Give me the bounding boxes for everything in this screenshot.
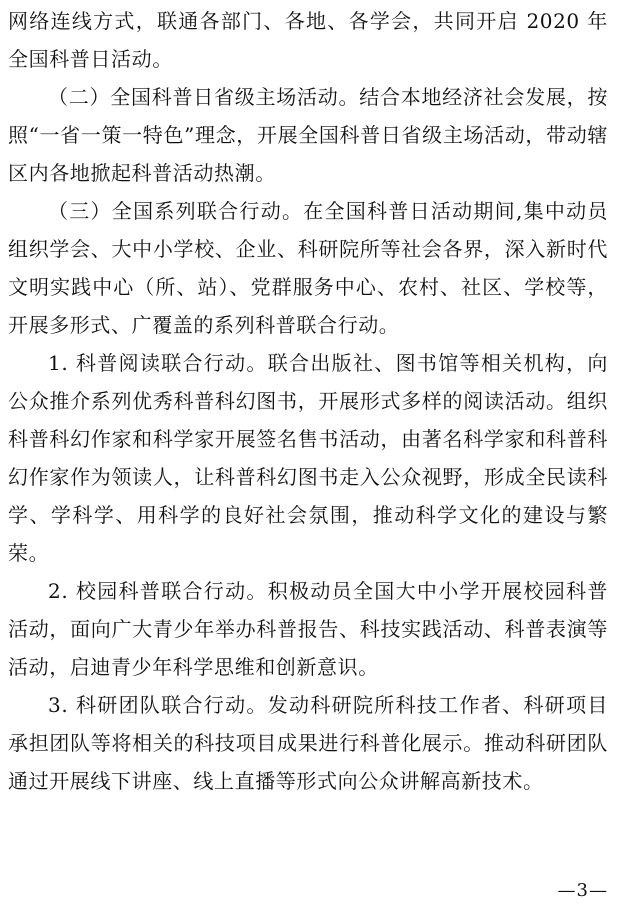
- page-number: —3—: [557, 880, 608, 901]
- paragraph-2-heading: （二）全国科普日省级主场活动。: [48, 85, 360, 109]
- paragraph-4-body: 1. 科普阅读联合行动。联合出版社、图书馆等相关机构，向公众推介系列优秀科普科幻图书，开展形式多样的阅读活动。组织科普科幻作家和科学家开展签名售书活动，由著名科学家和科普科幻作家作为领读人，让科普科幻图书走入公众视野，形成全民读科学、学科学、用科学的良好社会氛围，推动科学文化的建设与繁荣。: [8, 351, 608, 565]
- paragraph-5-body: 2. 校园科普联合行动。积极动员全国大中小学开展校园科普活动，面向广大青少年举办科普报告、科技实践活动、科普表演等活动，启迪青少年科学思维和创新意识。: [8, 579, 608, 679]
- paragraph-3-body: 在全国科普日活动期间,集中动员组织学会、大中小学校、企业、科研院所等社会各界，深入新时代文明实践中心（所、站）、党群服务中心、农村、社区、学校等，开展多形式、广覆盖的系列科普联合行动。: [8, 199, 608, 337]
- paragraph-2-body: 结合本地经济社会发展，按照“一省一策一特色”理念，开展全国科普日省级主场活动，带动辖区内各地掀起科普活动热潮。: [8, 85, 609, 185]
- paragraph-1-body: 网络连线方式，联通各部门、各地、各学会，共同开启 2020 年全国科普日活动。: [8, 9, 608, 71]
- paragraph-3: [8, 192, 608, 344]
- paragraph-3-heading: （三）全国系列联合行动。: [48, 199, 304, 223]
- paragraph-2: [8, 78, 608, 192]
- paragraph-1: [8, 2, 608, 78]
- body-text: [8, 2, 608, 800]
- paragraph-4: [8, 344, 608, 572]
- paragraph-6-body: 3. 科研团队联合行动。发动科研院所科技工作者、科研项目承担团队等将相关的科技项目成果进行科普化展示。推动科研团队通过开展线下讲座、线上直播等形式向公众讲解高新技术。: [8, 693, 608, 793]
- paragraph-5: [8, 572, 608, 686]
- paragraph-6: [8, 686, 608, 800]
